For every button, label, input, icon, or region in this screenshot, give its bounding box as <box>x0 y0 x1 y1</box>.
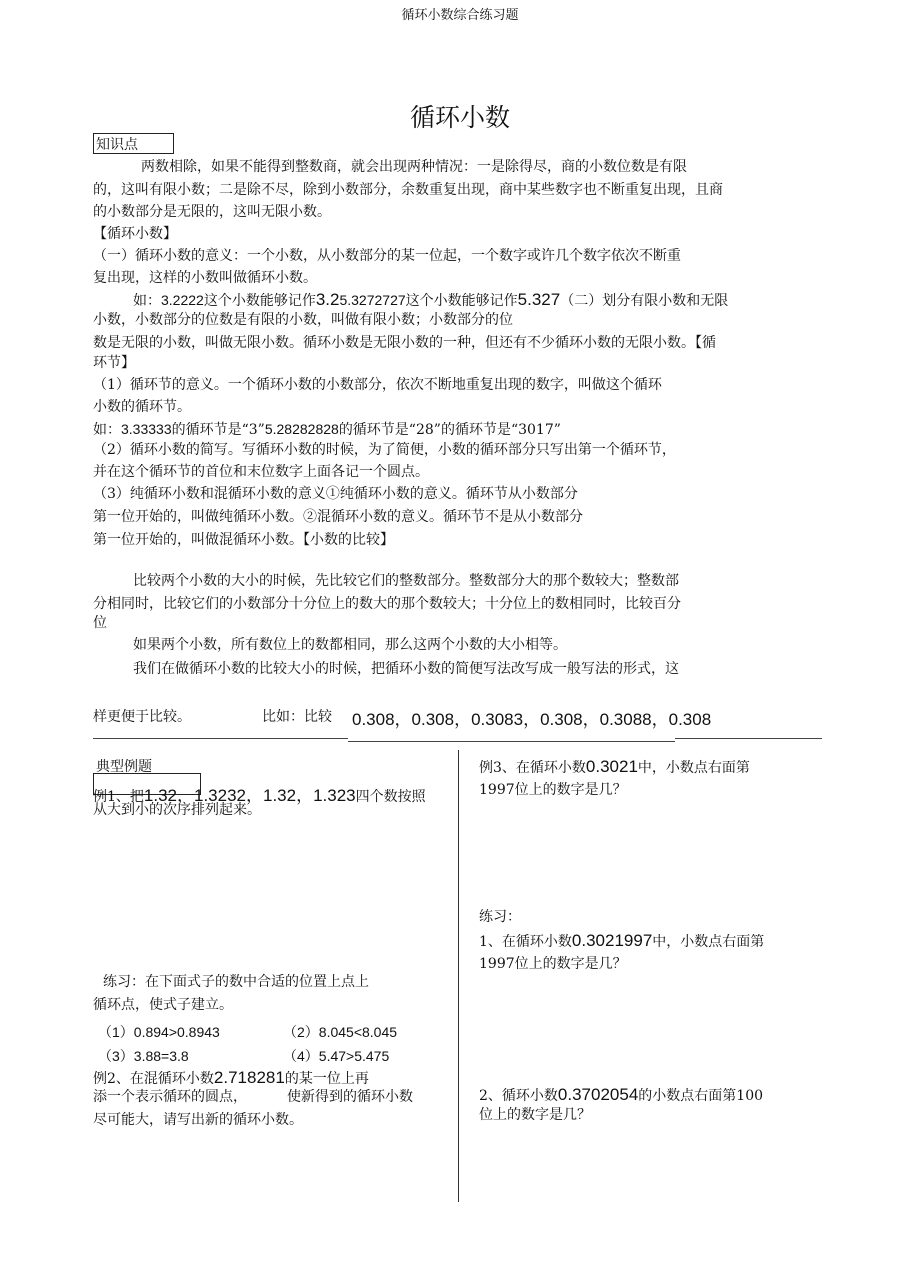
practice-item: （1）0.894>0.8943 <box>98 1024 220 1040</box>
definition-line: （2）循环小数的简写。写循环小数的时候，为了简便，小数的循环部分只写出第一个循环节， <box>93 442 676 458</box>
practice-item: （4）5.47>5.475 <box>283 1048 390 1064</box>
example-text: 从大到小的次序排列起来。 <box>93 802 261 818</box>
compare-line: 比如：比较 <box>262 709 332 725</box>
example-text: 的某一位上再 <box>284 1071 369 1087</box>
practice-item: （3）3.88=3.8 <box>98 1048 189 1064</box>
intro-line: 的小数部分是无限的，这叫无限小数。 <box>93 204 331 220</box>
definition-line: 环节】 <box>93 355 135 371</box>
question-text: 的小数点右面第100 <box>638 1088 764 1104</box>
question-number: 0.3021997 <box>571 931 653 950</box>
compare-line: 分相同时，比较它们的小数部分十分位上的数大的那个数较大；十分位上的数相同时，比较百分 <box>93 596 681 612</box>
example-text: （二）划分有限小数和无限 <box>560 293 729 309</box>
definition-line: 数是无限的小数，叫做无限小数。循环小数是无限小数的一种，但还有不少循环小数的无限小数。【循 <box>93 335 716 351</box>
example-text: 例2、在混循环小数 <box>93 1071 214 1087</box>
practice-question-2 <box>479 1085 763 1105</box>
example-text: 四个数按照 <box>355 789 426 805</box>
definition-line: 并在这个循环节的首位和末位数字上面各记一个圆点。 <box>93 464 429 480</box>
example-number: 1.32，1.3232，1.32，1.323 <box>143 786 356 805</box>
example-number: 3.2 <box>315 290 340 309</box>
compare-line: 样更便于比较。 <box>93 709 191 725</box>
definition-line: 第一位开始的，叫做混循环小数。【小数的比较】 <box>93 532 394 548</box>
practice-label: 练习： <box>479 909 521 925</box>
example-number: 3.2222 <box>161 292 204 308</box>
question-text: 1997位上的数字是几？ <box>479 956 627 972</box>
question-number: 0.3702054 <box>557 1085 639 1104</box>
definition-line: （1）循环节的意义。一个循环小数的小数部分，依次不断地重复出现的数字，叫做这个循环 <box>93 377 662 393</box>
question-text: 1、在循环小数 <box>479 934 572 950</box>
definition-line: 小数，小数部分的位数是有限的小数，叫做有限小数；小数部分的位 <box>93 312 513 328</box>
example-3 <box>479 757 750 777</box>
example-text: 的循环节是“28”的循环节是“3017” <box>338 422 561 438</box>
knowledge-label: 知识点 <box>96 137 138 153</box>
example-number: 0.3021 <box>585 757 638 776</box>
question-text: 中，小数点右面第 <box>652 934 765 950</box>
compare-line: 位 <box>93 615 107 631</box>
example-number: 5.3272727 <box>339 292 406 308</box>
example-text: 如： <box>93 422 121 438</box>
example-text: 添一个表示循环的圆点， <box>93 1089 247 1105</box>
example-text: 例1、把 <box>93 789 144 805</box>
example-text: 的循环节是“3” <box>171 422 265 438</box>
compare-line: 如果两个小数，所有数位上的数都相同，那么这两个小数的大小相等。 <box>133 637 567 653</box>
divider <box>675 738 822 739</box>
example-text: 中，小数点右面第 <box>637 760 750 776</box>
example-number: 2.718281 <box>213 1068 285 1087</box>
divider <box>93 738 348 739</box>
example-text: 尽可能大，请写出新的循环小数。 <box>93 1112 303 1128</box>
question-text: 位上的数字是几？ <box>479 1107 591 1123</box>
page-title: 循环小数 <box>409 103 510 132</box>
example-line <box>133 290 728 310</box>
example-2 <box>93 1068 369 1088</box>
practice-line: 循环点，使式子建立。 <box>93 997 233 1013</box>
examples-label: 典型例题 <box>96 759 152 775</box>
example-number: 5.28282828 <box>264 421 339 437</box>
column-divider <box>458 750 459 1202</box>
example-number: 3.33333 <box>121 421 172 437</box>
definition-line: （3）纯循环小数和混循环小数的意义①纯循环小数的意义。循环节从小数部分 <box>93 486 578 502</box>
practice-line: 练习：在下面式子的数中合适的位置上点上 <box>103 974 369 990</box>
compare-numbers: 0.308，0.308，0.3083，0.308，0.3088，0.308 <box>352 710 712 729</box>
compare-line: 比较两个小数的大小的时候，先比较它们的整数部分。整数部分大的那个数较大；整数部 <box>133 573 679 589</box>
example-text: 1997位上的数字是几？ <box>479 782 627 798</box>
intro-line: 两数相除，如果不能得到整数商，就会出现两种情况：一是除得尽，商的小数位数是有限 <box>141 159 687 175</box>
definition-line: 复出现，这样的小数叫做循环小数。 <box>93 270 317 286</box>
practice-question-1 <box>479 931 764 951</box>
definition-line: 小数的循环节。 <box>93 399 191 415</box>
divider <box>348 741 675 742</box>
example-text: 如： <box>133 293 161 309</box>
example-text: 使新得到的循环小数 <box>287 1089 413 1105</box>
compare-line: 我们在做循环小数的比较大小的时候，把循环小数的简便写法改写成一般写法的形式，这 <box>133 661 679 677</box>
running-header: 循环小数综合练习题 <box>401 8 519 23</box>
example-text: 这个小数能够记作 <box>203 293 316 309</box>
example-line <box>93 419 561 438</box>
example-text: 例3、在循环小数 <box>479 760 586 776</box>
definition-line: （一）循环小数的意义：一个小数，从小数部分的某一位起，一个数字或许几个数字依次不断重 <box>93 248 681 264</box>
example-number: 5.327 <box>517 290 561 309</box>
practice-item: （2）8.045<8.045 <box>283 1024 398 1040</box>
question-text: 2、循环小数 <box>479 1088 558 1104</box>
intro-line: 的，这叫有限小数；二是除不尽，除到小数部分，余数重复出现，商中某些数字也不断重复出现，且商 <box>93 182 723 198</box>
definition-line: 第一位开始的，叫做纯循环小数。②混循环小数的意义。循环节不是从小数部分 <box>93 509 583 525</box>
example-text: 这个小数能够记作 <box>405 293 518 309</box>
section-heading-loop: 【循环小数】 <box>93 226 177 242</box>
